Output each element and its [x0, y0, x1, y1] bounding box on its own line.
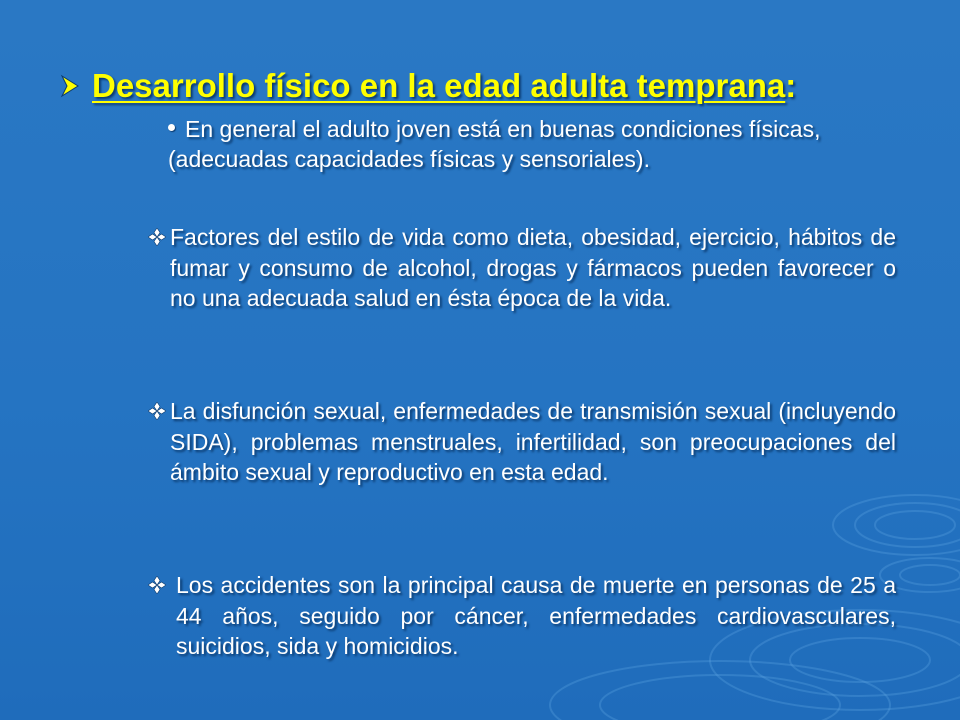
title-row [60, 66, 920, 106]
bullet-text: La disfunción sexual, enfermedades de transmisión sexual (incluyendo SIDA), problemas menstruales, infertilidad, son preocupaciones del ámbito sexual y reproductivo en esta edad. [170, 398, 896, 486]
bullet-text: Los accidentes son la principal causa de muerte en personas de 25 a 44 años, seguido por cáncer, enfermedades cardiovasculares, suicidios, sida y homicidios. [176, 572, 896, 660]
bullet-item [148, 570, 896, 662]
bullet-text: Factores del estilo de vida como dieta, obesidad, ejercicio, hábitos de fumar y consumo de alcohol, drogas y fármacos pueden favorecer o no una adecuada salud en ésta época de la vida. [170, 224, 896, 312]
four-point-diamond-icon [148, 228, 166, 246]
subpoint-text: En general el adulto joven está en buenas condiciones físicas,(adecuadas capacidades físicas y sensoriales). [168, 116, 821, 172]
four-point-diamond-icon [148, 576, 166, 594]
subpoint [168, 114, 868, 174]
arrow-right-icon [60, 74, 80, 98]
slide-title: Desarrollo físico en la edad adulta temprana [92, 67, 786, 104]
bullet-item [148, 396, 896, 488]
title-colon: : [785, 67, 797, 104]
dot-icon [168, 124, 175, 131]
bullet-item [148, 222, 896, 314]
four-point-diamond-icon [148, 402, 166, 420]
